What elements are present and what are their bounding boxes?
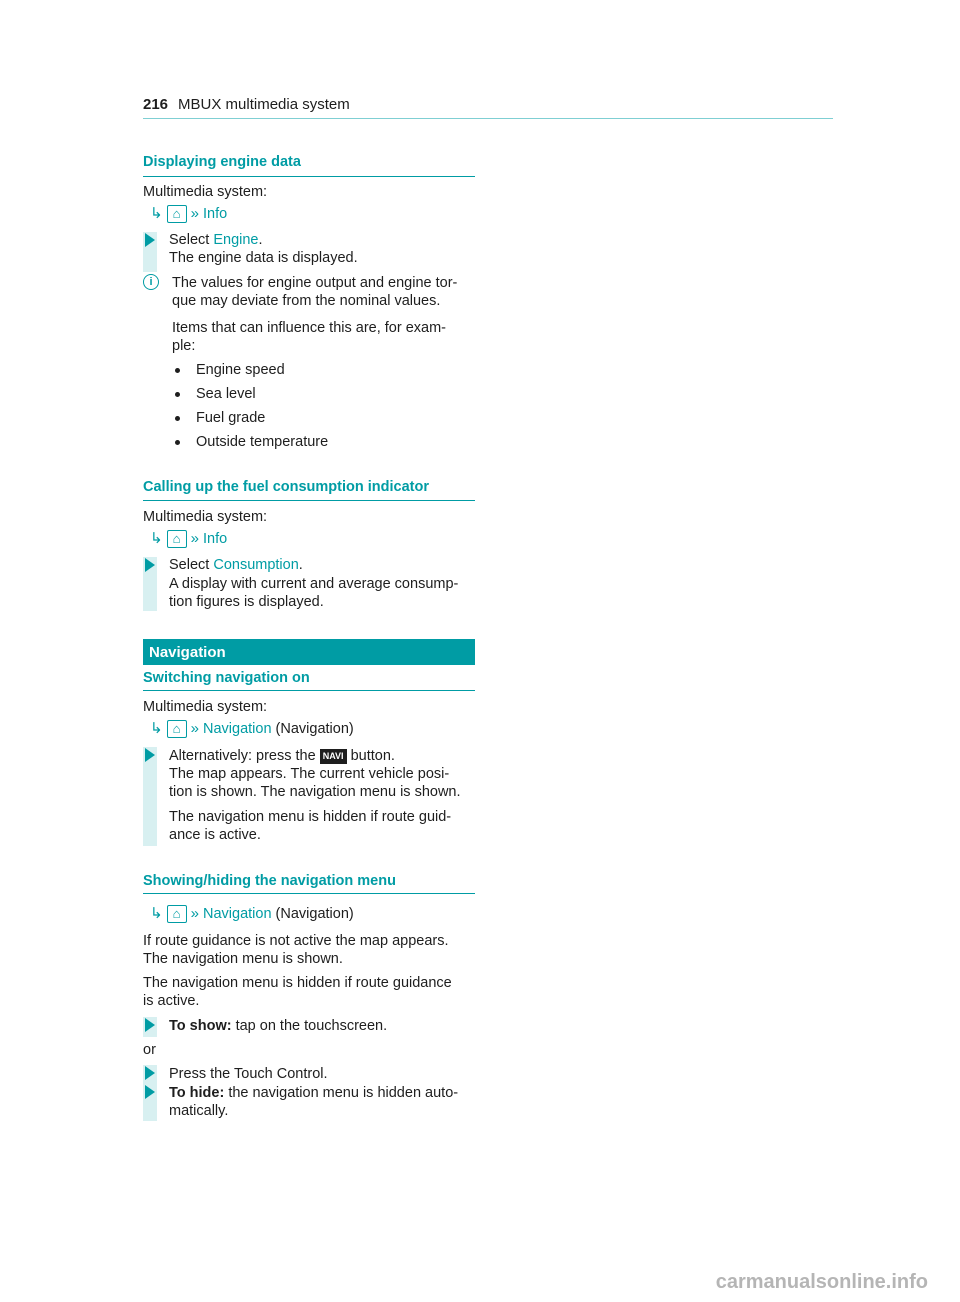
action-arrow-icon [145, 1018, 155, 1032]
heading-engine-data: Displaying engine data [143, 154, 301, 170]
step-result: ance is active. [169, 827, 261, 843]
double-chevron-icon: » [190, 720, 199, 737]
section-title: Navigation [149, 644, 226, 661]
home-icon: ⌂ [167, 205, 187, 223]
paragraph-line: If route guidance is not active the map appears. [143, 933, 449, 949]
menu-link-navigation[interactable]: Navigation [203, 721, 272, 737]
show-label: To show: [169, 1018, 232, 1034]
link-engine[interactable]: Engine [213, 232, 259, 248]
double-chevron-icon: » [190, 530, 199, 547]
link-consumption[interactable]: Consumption [213, 557, 299, 573]
page-number: 216 [143, 96, 169, 113]
note-line: que may deviate from the nominal values. [172, 293, 441, 309]
list-item: Engine speed [196, 362, 285, 378]
menu-link-info[interactable]: Info [203, 531, 228, 547]
menu-path-fuel [150, 530, 227, 548]
heading-divider [143, 893, 475, 894]
step-text: tap on the touchscreen. [231, 1018, 388, 1034]
step-result: The navigation menu is hidden if route guid- [169, 809, 452, 825]
home-icon: ⌂ [167, 720, 187, 738]
step-show [169, 1017, 387, 1035]
page-header [143, 96, 350, 113]
navi-button-icon: NAVI [320, 749, 347, 764]
path-suffix: (Navigation) [271, 721, 354, 737]
path-suffix: (Navigation) [271, 906, 354, 922]
action-arrow-icon [145, 748, 155, 762]
menu-path-engine [150, 205, 227, 223]
paragraph-line: The navigation menu is hidden if route guidance [143, 975, 452, 991]
or-text: or [143, 1042, 156, 1058]
list-item: Fuel grade [196, 410, 266, 426]
menu-path-label: Multimedia system: [143, 184, 268, 200]
heading-divider [143, 690, 475, 691]
path-arrow-icon: ↳ [150, 905, 163, 922]
step-result: The engine data is displayed. [169, 250, 358, 266]
action-arrow-icon [145, 1066, 155, 1080]
bullet-icon [175, 440, 180, 445]
step-result: tion is shown. The navigation menu is shown. [169, 784, 461, 800]
heading-divider [143, 500, 475, 501]
menu-path-label: Multimedia system: [143, 509, 268, 525]
step-result: A display with current and average consump- [169, 576, 459, 592]
action-arrow-icon [145, 233, 155, 247]
list-item: Outside temperature [196, 434, 329, 450]
action-arrow-icon [145, 1085, 155, 1099]
step-text: matically. [169, 1103, 229, 1119]
menu-path-navigation [150, 905, 354, 923]
path-arrow-icon: ↳ [150, 530, 163, 547]
step-punct: . [258, 232, 263, 248]
action-arrow-icon [145, 558, 155, 572]
step-press-touch-control: Press the Touch Control. [169, 1066, 328, 1082]
paragraph-line: The navigation menu is shown. [143, 951, 343, 967]
menu-path-navigation [150, 720, 354, 738]
step-alternative [169, 747, 395, 765]
header-divider [143, 118, 833, 119]
step-result: The map appears. The current vehicle posi- [169, 766, 450, 782]
step-text: the navigation menu is hidden auto- [224, 1085, 459, 1101]
note-line: Items that can influence this are, for exam- [172, 320, 447, 336]
double-chevron-icon: » [190, 205, 199, 222]
bullet-icon [175, 368, 180, 373]
step-select-engine [169, 231, 263, 249]
path-arrow-icon: ↳ [150, 205, 163, 222]
heading-fuel-consumption: Calling up the fuel consumption indicator [143, 479, 429, 495]
menu-link-navigation[interactable]: Navigation [203, 906, 272, 922]
step-select-consumption [169, 556, 303, 574]
note-line: The values for engine output and engine tor- [172, 275, 458, 291]
heading-switching-navigation: Switching navigation on [143, 670, 310, 686]
step-text: button. [346, 748, 395, 764]
double-chevron-icon: » [190, 905, 199, 922]
step-hide [169, 1084, 458, 1102]
info-icon: i [143, 274, 159, 290]
home-icon: ⌂ [167, 530, 187, 548]
note-line: ple: [172, 338, 196, 354]
menu-link-info[interactable]: Info [203, 206, 228, 222]
step-punct: . [298, 557, 303, 573]
paragraph-line: is active. [143, 993, 200, 1009]
hide-label: To hide: [169, 1085, 225, 1101]
list-item: Sea level [196, 386, 256, 402]
menu-path-label: Multimedia system: [143, 699, 268, 715]
bullet-icon [175, 392, 180, 397]
bullet-icon [175, 416, 180, 421]
path-arrow-icon: ↳ [150, 720, 163, 737]
home-icon: ⌂ [167, 905, 187, 923]
heading-showing-hiding-menu: Showing/hiding the navigation menu [143, 873, 396, 889]
heading-divider [143, 176, 475, 177]
step-result: tion figures is displayed. [169, 594, 324, 610]
section-bar-navigation [143, 639, 475, 665]
step-text: Select [169, 557, 214, 573]
page-header-title: MBUX multimedia system [178, 96, 350, 113]
watermark: carmanualsonline.info [715, 1271, 928, 1293]
step-text: Alternatively: press the [169, 748, 320, 764]
step-text: Select [169, 232, 214, 248]
